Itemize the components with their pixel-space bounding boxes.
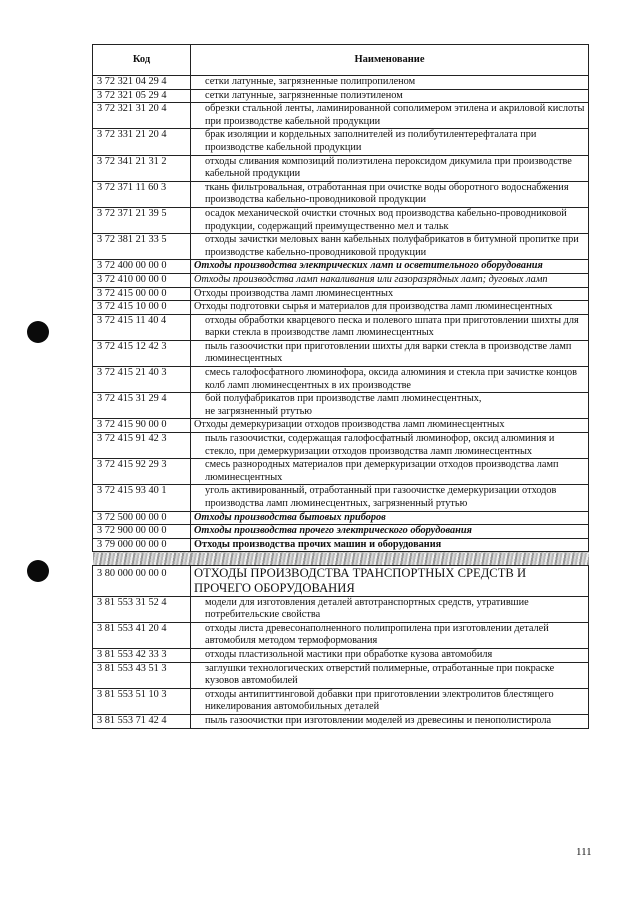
waste-name-cell: отходы антипиттинговой добавки при приготовлении электролитов блестящего никелирования автомобильных деталей [191, 688, 589, 714]
waste-name-cell: заглушки технологических отверстий полимерные, отработанные при покраске кузовов автомобилей [191, 662, 589, 688]
waste-name-cell: Отходы производства ламп накаливания или газоразрядных ламп; дуговых ламп [191, 273, 589, 287]
waste-code-cell: 3 72 415 91 42 3 [93, 433, 191, 459]
waste-code-cell: 3 72 500 00 00 0 [93, 511, 191, 525]
table-row [93, 393, 589, 419]
waste-name-cell: сетки латунные, загрязненные полипропиленом [191, 76, 589, 90]
waste-code-cell: 3 72 415 21 40 3 [93, 367, 191, 393]
waste-name-cell: смесь разнородных материалов при демеркуризации отходов производства ламп люминесцентных [191, 459, 589, 485]
waste-name-cell: отходы сливания композиций полиэтилена пероксидом дикумила при производстве кабельной продукции [191, 155, 589, 181]
waste-classifier-table [92, 44, 589, 729]
waste-name-cell: осадок механической очистки сточных вод производства кабельно-проводниковой продукции, содержащий преимущественно мел и тальк [191, 207, 589, 233]
waste-name-cell: Отходы производства ламп люминесцентных [191, 287, 589, 301]
waste-code-cell: 3 81 553 42 33 3 [93, 648, 191, 662]
waste-name-cell: модели для изготовления деталей автотранспортных средств, утратившие потребительские свойства [191, 596, 589, 622]
waste-code-cell: 3 72 381 21 33 5 [93, 234, 191, 260]
table-row [93, 367, 589, 393]
waste-name-cell: бой полуфабрикатов при производстве ламп люминесцентных, не загрязненный ртутью [191, 393, 589, 419]
waste-name-cell: ткань фильтровальная, отработанная при очистке воды оборотного водоснабжения производства кабельно-проводниковой продукции [191, 181, 589, 207]
waste-code-cell: 3 81 553 43 51 3 [93, 662, 191, 688]
waste-name-cell: пыль газоочистки, содержащая галофосфатный люминофор, оксид алюминия и стекло, при демеркуризации отходов производства ламп люминесцентных [191, 433, 589, 459]
table-row [93, 314, 589, 340]
waste-code-cell: 3 81 553 71 42 4 [93, 714, 191, 728]
table-row [93, 89, 589, 103]
table-body [93, 76, 589, 729]
binder-hole-lower [27, 560, 49, 582]
table-row [93, 511, 589, 525]
waste-code-cell: 3 80 000 00 00 0 [93, 566, 191, 596]
waste-name-cell: Отходы производства прочих машин и оборудования [191, 538, 589, 552]
waste-classifier-table-container [92, 44, 589, 729]
table-row [93, 301, 589, 315]
waste-code-cell: 3 72 415 10 00 0 [93, 301, 191, 315]
waste-code-cell: 3 72 341 21 31 2 [93, 155, 191, 181]
table-row [93, 273, 589, 287]
waste-code-cell: 3 72 415 00 00 0 [93, 287, 191, 301]
table-row [93, 648, 589, 662]
waste-name-cell: брак изоляции и кордельных заполнителей из полибутилентерефталата при производстве кабельной продукции [191, 129, 589, 155]
table-row [93, 419, 589, 433]
waste-code-cell: 3 72 331 21 20 4 [93, 129, 191, 155]
waste-code-cell: 3 72 415 92 29 3 [93, 459, 191, 485]
table-row [93, 538, 589, 552]
table-row [93, 525, 589, 539]
waste-code-cell: 3 72 321 04 29 4 [93, 76, 191, 90]
waste-name-cell: Отходы демеркуризации отходов производства ламп люминесцентных [191, 419, 589, 433]
header-code: Код [93, 45, 191, 76]
waste-code-cell: 3 72 415 31 29 4 [93, 393, 191, 419]
table-header-row [93, 45, 589, 76]
waste-name-cell: Отходы производства электрических ламп и осветительного оборудования [191, 260, 589, 274]
waste-name-cell: отходы листа древесонаполненного полипропилена при изготовлении деталей автомобиля методом термоформования [191, 622, 589, 648]
table-row [93, 485, 589, 511]
table-row [93, 155, 589, 181]
waste-code-cell [93, 552, 191, 566]
table-row [93, 207, 589, 233]
table-row [93, 260, 589, 274]
waste-code-cell: 3 72 371 11 60 3 [93, 181, 191, 207]
waste-code-cell: 3 72 415 90 00 0 [93, 419, 191, 433]
waste-name-cell: отходы зачистки меловых ванн кабельных полуфабрикатов в битумной пропитке при производстве кабельно-проводниковой продукции [191, 234, 589, 260]
waste-code-cell: 3 81 553 41 20 4 [93, 622, 191, 648]
waste-code-cell: 3 79 000 00 00 0 [93, 538, 191, 552]
waste-code-cell: 3 72 415 11 40 4 [93, 314, 191, 340]
table-row [93, 103, 589, 129]
binder-hole-upper [27, 321, 49, 343]
waste-code-cell: 3 72 415 93 40 1 [93, 485, 191, 511]
waste-name-cell: Отходы подготовки сырья и материалов для производства ламп люминесцентных [191, 301, 589, 315]
waste-name-cell: Отходы производства прочего электрического оборудования [191, 525, 589, 539]
waste-code-cell: 3 81 553 31 52 4 [93, 596, 191, 622]
waste-code-cell: 3 72 900 00 00 0 [93, 525, 191, 539]
waste-code-cell: 3 72 371 21 39 5 [93, 207, 191, 233]
waste-name-cell: отходы обработки кварцевого песка и полевого шпата при приготовлении шихты для варки стекла в производстве ламп люминесцентных [191, 314, 589, 340]
waste-name-cell: пыль газоочистки при изготовлении моделей из древесины и пенополистирола [191, 714, 589, 728]
waste-name-cell: сетки латунные, загрязненные полиэтиленом [191, 89, 589, 103]
table-row [93, 433, 589, 459]
waste-name-cell: ОТХОДЫ ПРОИЗВОДСТВА ТРАНСПОРТНЫХ СРЕДСТВ И ПРОЧЕГО ОБОРУДОВАНИЯ [191, 566, 589, 596]
table-row [93, 688, 589, 714]
waste-name-cell: пыль газоочистки при приготовлении шихты для варки стекла в производстве ламп люминесцентных [191, 340, 589, 366]
waste-name-cell: Отходы производства бытовых приборов [191, 511, 589, 525]
table-row [93, 287, 589, 301]
table-row [93, 459, 589, 485]
table-row [93, 596, 589, 622]
table-row [93, 566, 589, 596]
waste-code-cell: 3 72 321 05 29 4 [93, 89, 191, 103]
waste-name-cell: смесь галофосфатного люминофора, оксида алюминия и стекла при зачистке концов колб ламп люминесцентных в их производстве [191, 367, 589, 393]
table-row [93, 714, 589, 728]
waste-code-cell: 3 72 321 31 20 4 [93, 103, 191, 129]
table-row [93, 76, 589, 90]
waste-name-cell: уголь активированный, отработанный при газоочистке демеркуризации отходов производства ламп люминесцентных, загрязненный ртутью [191, 485, 589, 511]
table-row [93, 234, 589, 260]
table-row [93, 340, 589, 366]
waste-code-cell: 3 72 400 00 00 0 [93, 260, 191, 274]
waste-code-cell: 3 81 553 51 10 3 [93, 688, 191, 714]
table-row [93, 181, 589, 207]
header-name: Наименование [191, 45, 589, 76]
waste-code-cell: 3 72 415 12 42 3 [93, 340, 191, 366]
page-number: 111 [576, 846, 592, 858]
table-row [93, 662, 589, 688]
table-row [93, 622, 589, 648]
section-separator-band [93, 552, 589, 566]
waste-code-cell: 3 72 410 00 00 0 [93, 273, 191, 287]
waste-name-cell: обрезки стальной ленты, ламинированной сополимером этилена и акриловой кислоты при производстве кабельной продукции [191, 103, 589, 129]
waste-name-cell: отходы пластизольной мастики при обработке кузова автомобиля [191, 648, 589, 662]
waste-name-cell [191, 552, 589, 566]
table-row [93, 129, 589, 155]
